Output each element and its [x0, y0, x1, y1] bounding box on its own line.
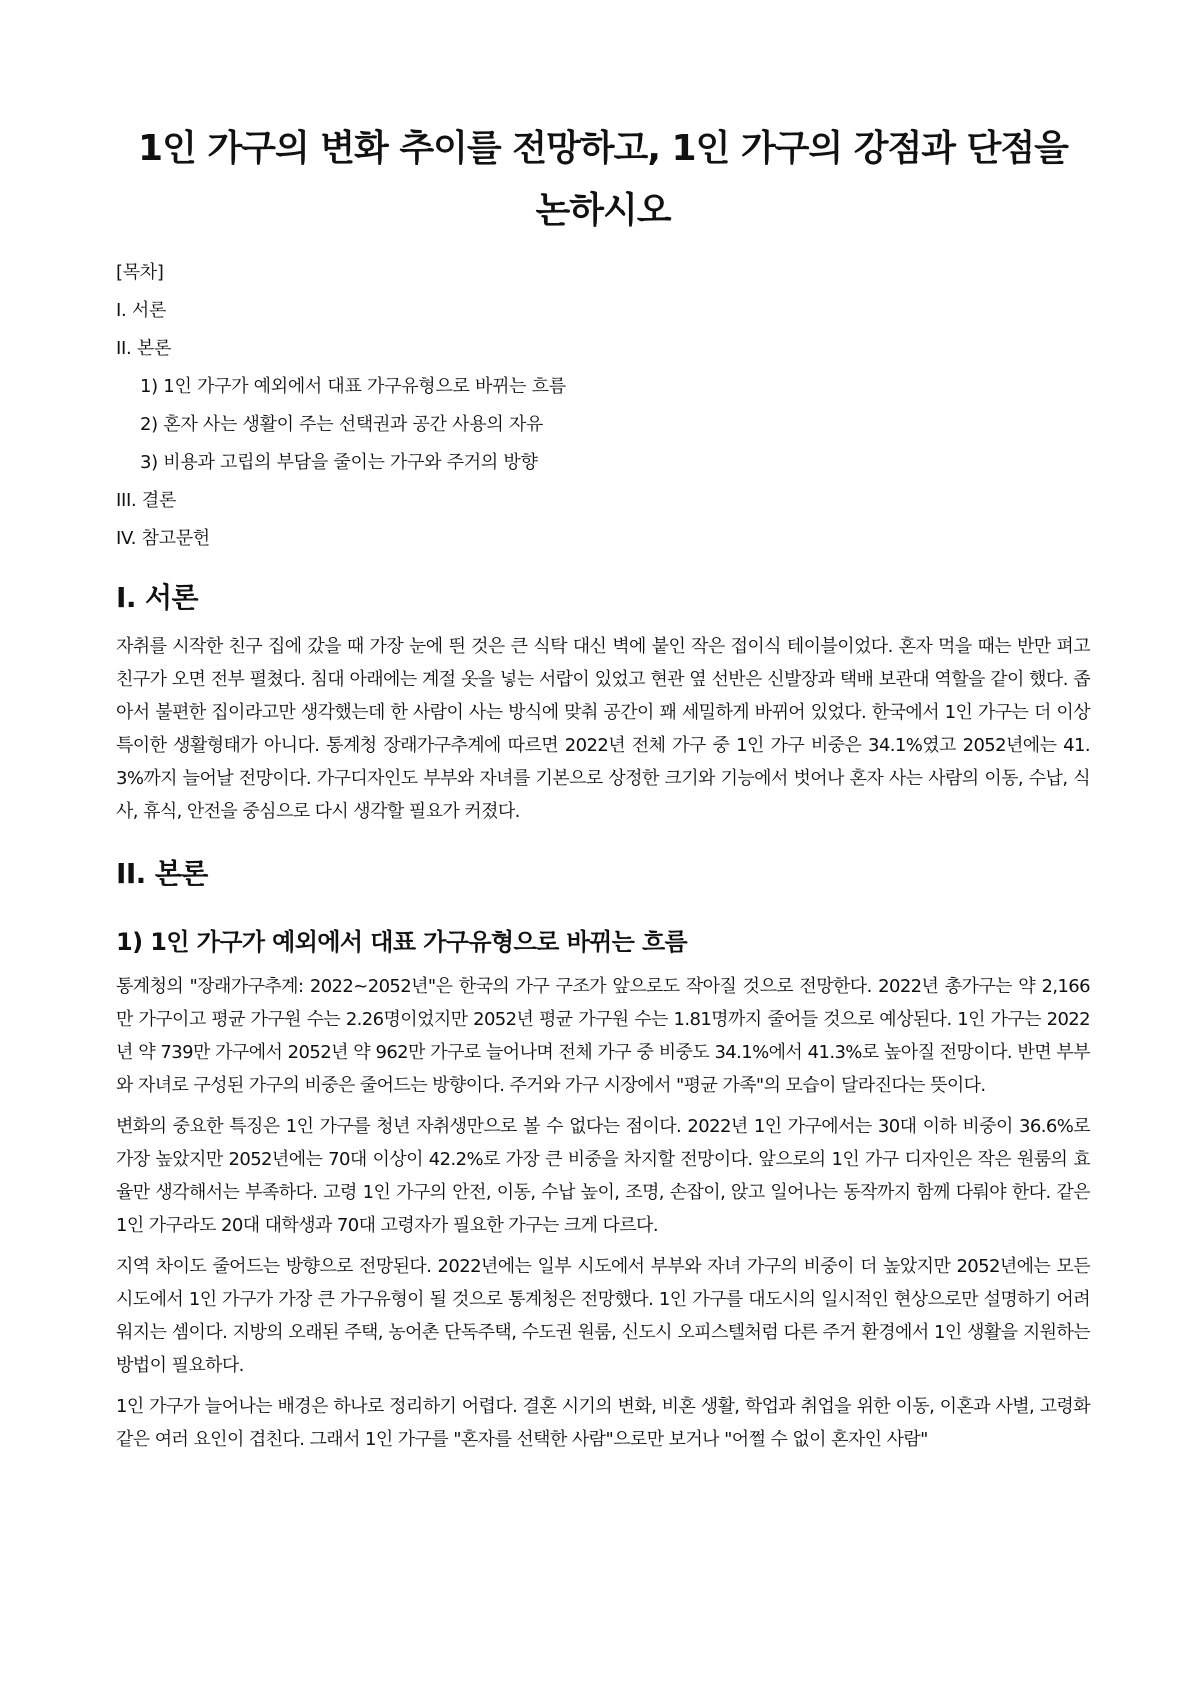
toc-item-body-1: 1) 1인 가구가 예외에서 대표 가구유형으로 바뀌는 흐름	[140, 376, 566, 397]
body-subheading-1: 1) 1인 가구가 예외에서 대표 가구유형으로 바뀌는 흐름	[116, 928, 688, 956]
body-paragraph: 통계청의 "장래가구추계: 2022~2052년"은 한국의 가구 구조가 앞으로도 작아질 것으로 전망한다. 2022년 총가구는 약 2,166만 가구이고 평균 가구원 수는 2.26명이었지만 2052년 평균 가구원 수는 1.81명까지 줄어들 것으로 예상된다. 1인 가구는 2022년 약 739만 가구에서 2052년 약 962만 가구로 늘어나며 전체 가구 중 비중도 34.1%에서 41.3%로 높아질 전망이다. 반면 부부와 자녀로 구성된 가구의 비중은 줄어드는 방향이다. 주거와 가구 시장에서 "평균 가족"의 모습이 달라진다는 뜻이다.	[116, 976, 1090, 1096]
toc-item-conclusion: III. 결론	[116, 490, 177, 511]
toc-item-body-2: 2) 혼자 사는 생활이 주는 선택권과 공간 사용의 자유	[140, 414, 544, 435]
intro-heading: I. 서론	[116, 581, 198, 614]
toc-item-intro: I. 서론	[116, 300, 167, 321]
body-paragraph: 지역 차이도 줄어드는 방향으로 전망된다. 2022년에는 일부 시도에서 부부와 자녀 가구의 비중이 더 높았지만 2052년에는 모든 시도에서 1인 가구가 가장 큰 가구유형이 될 것으로 통계청은 전망했다. 1인 가구를 대도시의 일시적인 현상으로만 설명하기 어려워지는 셈이다. 지방의 오래된 주택, 농어촌 단독주택, 수도권 원룸, 신도시 오피스텔처럼 다른 주거 환경에서 1인 생활을 지원하는 방법이 필요하다.	[116, 1256, 1090, 1376]
body-section	[116, 854, 1090, 1456]
document-title: 1인 가구의 변화 추이를 전망하고, 1인 가구의 강점과 단점을 논하시오	[138, 128, 1068, 231]
toc-item-references: IV. 참고문헌	[116, 528, 210, 549]
body-heading: II. 본론	[116, 857, 208, 890]
intro-section	[116, 578, 1090, 828]
intro-paragraph: 자취를 시작한 친구 집에 갔을 때 가장 눈에 띈 것은 큰 식탁 대신 벽에 붙인 작은 접이식 테이블이었다. 혼자 먹을 때는 반만 펴고 친구가 오면 전부 펼쳤다. 침대 아래에는 계절 옷을 넣는 서랍이 있었고 현관 옆 선반은 신발장과 택배 보관대 역할을 같이 했다. 좁아서 불편한 집이라고만 생각했는데 한 사람이 사는 방식에 맞춰 공간이 꽤 세밀하게 바뀌어 있었다. 한국에서 1인 가구는 더 이상 특이한 생활형태가 아니다. 통계청 장래가구추계에 따르면 2022년 전체 가구 중 1인 가구 비중은 34.1%였고 2052년에는 41.3%까지 늘어날 전망이다. 가구디자인도 부부와 자녀를 기본으로 상정한 크기와 기능에서 벗어나 혼자 사는 사람의 이동, 수납, 식사, 휴식, 안전을 중심으로 다시 생각할 필요가 커졌다.	[116, 636, 1090, 822]
body-paragraph: 1인 가구가 늘어나는 배경은 하나로 정리하기 어렵다. 결혼 시기의 변화, 비혼 생활, 학업과 취업을 위한 이동, 이혼과 사별, 고령화 같은 여러 요인이 겹친다. 그래서 1인 가구를 "혼자를 선택한 사람"으로만 보거나 "어쩔 수 없이 혼자인 사람"	[116, 1396, 1090, 1450]
toc-heading: [목차]	[116, 262, 164, 283]
toc-item-body: II. 본론	[116, 338, 172, 359]
table-of-contents	[116, 254, 1090, 558]
body-paragraph: 변화의 중요한 특징은 1인 가구를 청년 자취생만으로 볼 수 없다는 점이다. 2022년 1인 가구에서는 30대 이하 비중이 36.6%로 가장 높았지만 2052년에는 70대 이상이 42.2%로 가장 큰 비중을 차지할 전망이다. 앞으로의 1인 가구 디자인은 작은 원룸의 효율만 생각해서는 부족하다. 고령 1인 가구의 안전, 이동, 수납 높이, 조명, 손잡이, 앉고 일어나는 동작까지 함께 다뤄야 한다. 같은 1인 가구라도 20대 대학생과 70대 고령자가 필요한 가구는 크게 다르다.	[116, 1116, 1090, 1236]
toc-item-body-3: 3) 비용과 고립의 부담을 줄이는 가구와 주거의 방향	[140, 452, 538, 473]
